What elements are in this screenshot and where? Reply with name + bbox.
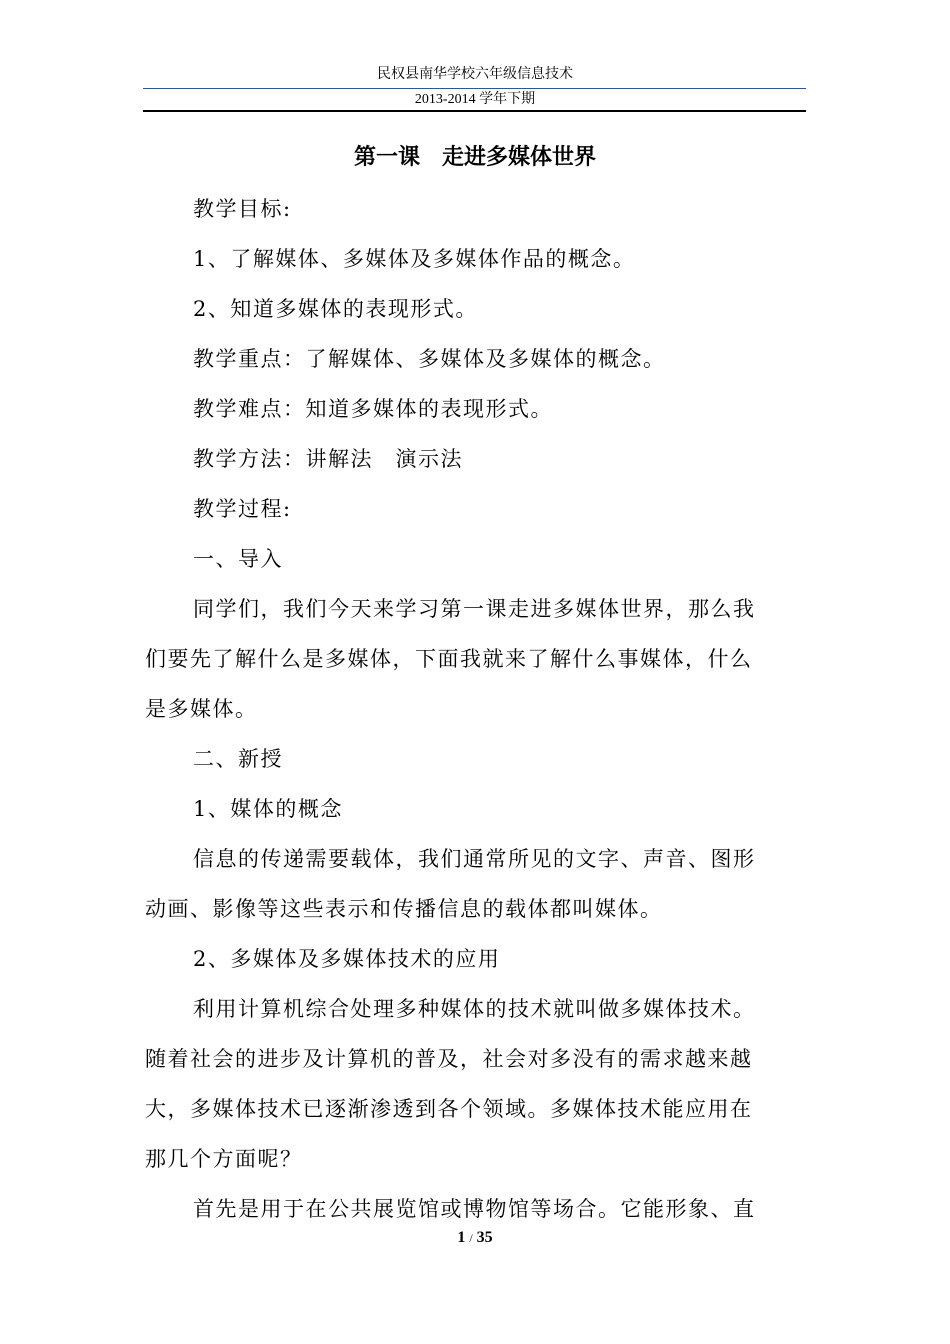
multimedia-paragraph-line: 大，多媒体技术已逐渐渗透到各个领域。多媒体技术能应用在 [145,1097,753,1121]
header-divider-blue [143,88,806,89]
multimedia-paragraph-line: 利用计算机综合处理多种媒体的技术就叫做多媒体技术。 [193,997,756,1021]
goal-1: 1、了解媒体、多媒体及多媒体作品的概念。 [193,247,636,271]
header-term-line: 2013-2014 学年下期 [414,92,536,107]
intro-paragraph-line: 是多媒体。 [145,697,258,721]
intro-paragraph-line: 同学们，我们今天来学习第一课走进多媒体世界，那么我 [193,597,756,621]
page-number [0,1228,950,1248]
process-heading: 教学过程: [193,497,292,521]
multimedia-paragraph-line: 随着社会的进步及计算机的普及，社会对多没有的需求越来越 [145,1047,753,1071]
media-paragraph-line: 动画、影像等这些表示和传播信息的载体都叫媒体。 [145,897,663,921]
intro-paragraph-line: 们要先了解什么是多媒体，下面我就来了解什么事媒体，什么 [145,647,753,671]
media-paragraph-line: 信息的传递需要载体，我们通常所见的文字、声音、图形 [193,847,756,871]
section-new-heading: 二、新授 [193,747,283,771]
goal-2: 2、知道多媒体的表现形式。 [193,297,478,321]
header-divider-black [143,110,806,112]
header-school-line: 民权县南华学校六年级信息技术 [377,67,573,82]
teaching-methods: 教学方法：讲解法 演示法 [193,447,463,471]
page-separator: / [469,1231,473,1245]
section-intro-heading: 一、导入 [193,547,283,571]
lesson-title: 第一课 走进多媒体世界 [353,145,596,170]
multimedia-paragraph-line: 那几个方面呢？ [145,1147,303,1171]
difficult-points: 教学难点：知道多媒体的表现形式。 [193,397,553,421]
goals-heading: 教学目标: [193,197,292,221]
document-body [145,184,805,1234]
subheading-multimedia-apps: 2、多媒体及多媒体技术的应用 [193,947,501,971]
application-paragraph-line: 首先是用于在公共展览馆或博物馆等场合。它能形象、直 [193,1197,756,1221]
current-page: 1 [457,1229,466,1246]
subheading-media-concept: 1、媒体的概念 [193,797,343,821]
total-pages: 35 [476,1229,493,1246]
key-points: 教学重点：了解媒体、多媒体及多媒体的概念。 [193,347,666,371]
